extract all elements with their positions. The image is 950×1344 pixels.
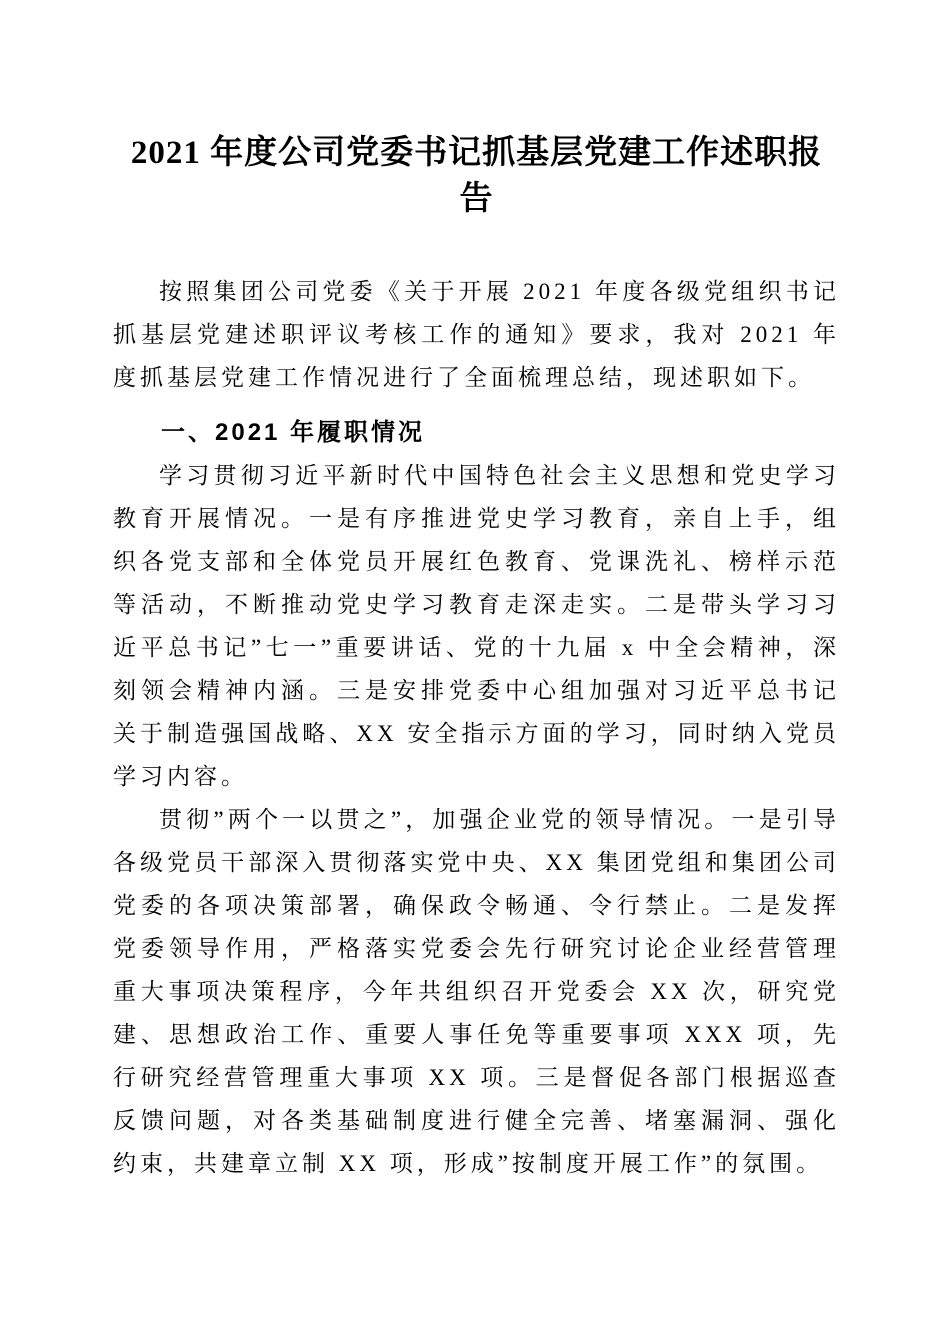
section-heading-performance-2021: 一、2021 年履职情况 xyxy=(161,419,426,446)
section1-paragraph-party-leadership: 贯彻”两个一以贯之”，加强企业党的领导情况。一是引导各级党员干部深入贯彻落实党中央、XX 集团党组和集团公司党委的各项决策部署，确保政令畅通、令行禁止。二是发挥党委领导作用，严格落实党委会先行研究讨论企业经营管理重大事项决策程序，今年共组织召开党委会 XX 次，研究党建、思想政治工作、重要人事任免等重要事项 XXX 项，先行研究经营管理重大事项 XX 项。三是督促各部门根据巡查反馈问题，对各类基础制度进行健全完善、堵塞漏洞、强化约束，共建章立制 XX 项，形成”按制度开展工作”的氛围。 xyxy=(113,807,840,1176)
intro-paragraph: 按照集团公司党委《关于开展 2021 年度各级党组织书记抓基层党建述职评议考核工作的通知》要求，我对 2021 年度抓基层党建工作情况进行了全面梳理总结，现述职如下。 xyxy=(113,279,840,390)
document-title: 2021 年度公司党委书记抓基层党建工作述职报告 xyxy=(130,135,823,217)
section1-paragraph-study-education: 学习贯彻习近平新时代中国特色社会主义思想和党史学习教育开展情况。一是有序推进党史学习教育，亲自上手，组织各党支部和全体党员开展红色教育、党课洗礼、榜样示范等活动，不断推动党史学习教育走深走实。二是带头学习习近平总书记”七一”重要讲话、党的十九届 x 中全会精神，深刻领会精神内涵。三是安排党委中心组加强对习近平总书记关于制造强国战略、XX 安全指示方面的学习，同时纳入党员学习内容。 xyxy=(113,463,840,789)
